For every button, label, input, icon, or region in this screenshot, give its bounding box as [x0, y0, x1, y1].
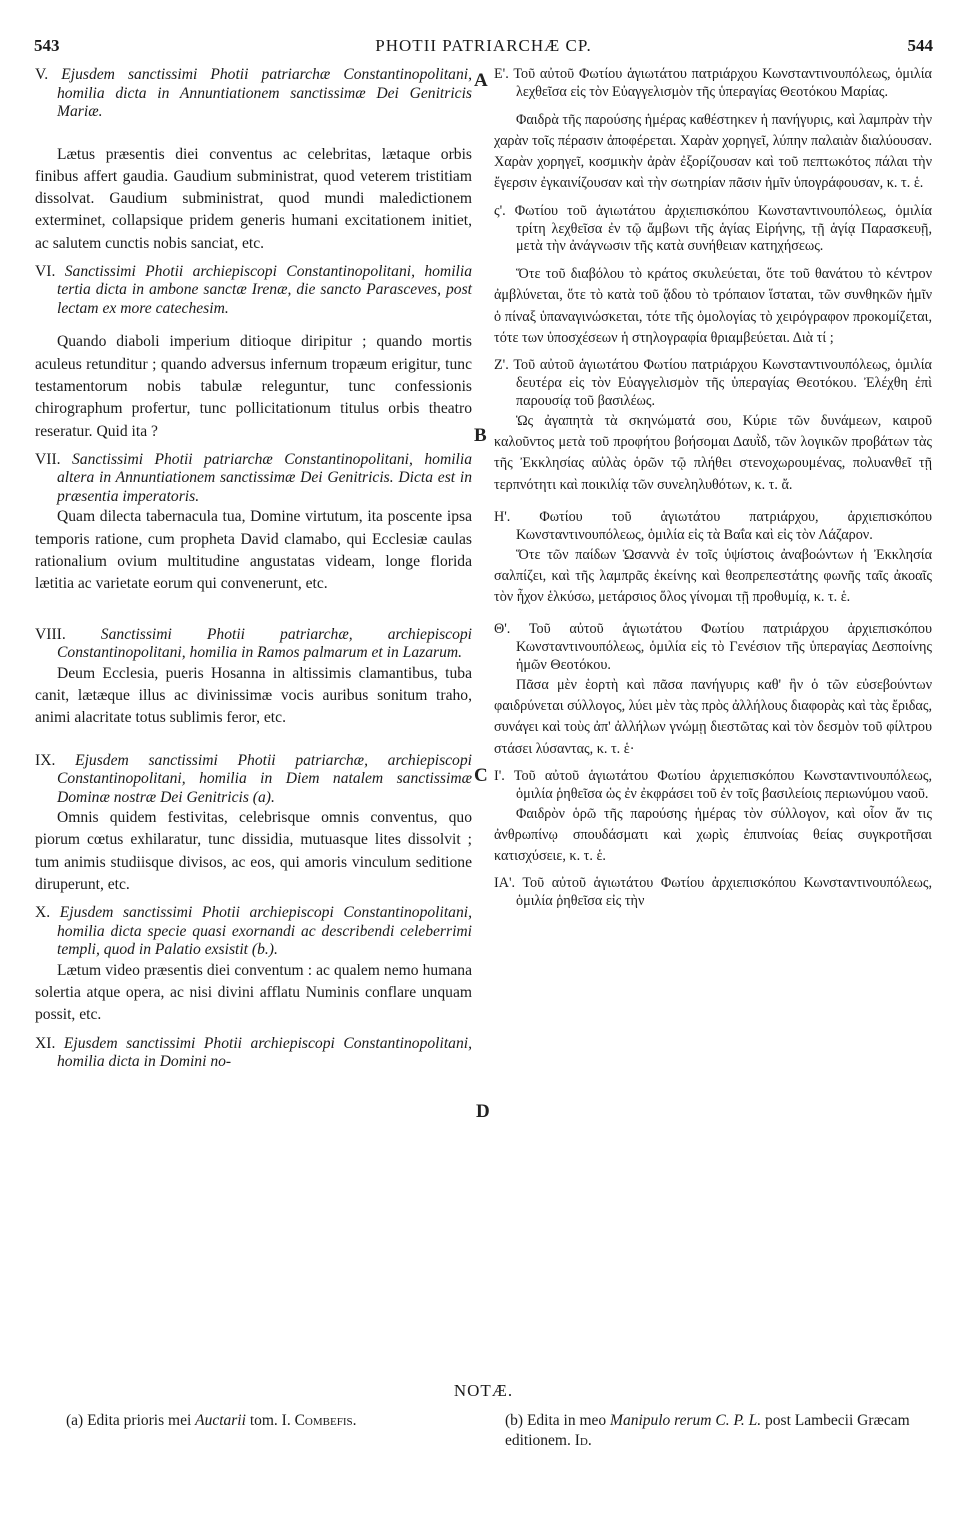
section-text: Φαιδρὸν ὁρῶ τῆς παρούσης ἡμέρας τὸν σύλλογον, καὶ οἷον ἄν τις ἀνθρωπίνῳ σπουδάσματι καὶ χωρὶς ἐπιπνοίας θείας συγκροτῆσαι κατισχύσειε, κ. τ. ἑ. [494, 805, 932, 865]
section-text: Omnis quidem festivitas, celebrisque omnis conventus, quo piorum cœtus exhilaratur, tunc dissidia, mutuasque lites dissolvit ; tum animis studiisque divisos, ac eos, qui amoris vinculum seditione diruperunt, etc. [35, 809, 472, 893]
running-header [34, 36, 933, 60]
footnote-b: (b) Edita in meo Manipulo rerum C. P. L. post Lambecii Græcam editionem. Id. [505, 1412, 910, 1449]
section-text: Quando diaboli imperium ditioque diripitur ; quando mortis aculeus retunditur ; quando adversus infernum tropæum erigitur, tunc testamentorum nobis tabulæ releguntur, tunc confessionis chirographum profertur, tunc pollicitationum titulus orbis theatro reseratur. Quid ita ? [35, 333, 472, 440]
section-heading: Ζ'. Τοῦ αὐτοῦ ἁγιωτάτου Φωτίου πατριάρχου Κωνσταντινουπόλεως, ὁμιλία δευτέρα εἰς τὸν Εὐαγγελισμὸν τῆς ὑπεραγίας Θεοτόκου. Ἐλέχθη ἐπὶ παρουσίᾳ τοῦ βασιλέως. [494, 357, 932, 409]
notes-heading: NOTÆ. [453, 1381, 514, 1400]
section-text: Ὡς ἀγαπητὰ τὰ σκηνώματά σου, Κύριε τῶν δυνάμεων, καιροῦ καλοῦντος μετὰ τοῦ προφήτου βοήσομαι Δαυῒδ, τῶν λογικῶν προβάτων τὰς τῆς Ἐκκλησίας αὐλὰς ὁρῶν τῷ πλήθει στενοχωρουμένας, πολυανθεῖ τῇ τερπνότητι καὶ ποικιλίᾳ τῶν συνεληλυθότων, κ. τ. ἄ. [494, 412, 932, 493]
running-title: PHOTII PATRIARCHÆ CP. [375, 36, 592, 55]
section-text: Ὅτε τοῦ διαβόλου τὸ κράτος σκυλεύεται, ὅτε τοῦ θανάτου τὸ κέντρον ἀμβλύνεται, ὅτε τὸ κατὰ τοῦ ᾅδου τὸ τρόπαιον ἵσταται, τῶν συνθηκῶν ἡμῖν ὁ πίναξ ὑπαναγινώσκεται, τότε τῆς ὁμολογίας τὸ χειρόγραφον προκομίζεται, τότε των ὑποσχέσεων ἡ στηλογραφία θριαμβεύεται. Διὰ τί ; [494, 266, 932, 347]
section-text: Quam dilecta tabernacula tua, Domine virtutum, ita poscente ipsa temporis ratione, cum propheta David clamabo, qui Ecclesiæ caulas rationalium ovium multitudine angustatas videam, longe florida lætitia ac varietate eorum qui convenerunt, etc. [35, 508, 472, 593]
section-heading: ΙΑ'. Τοῦ αὐτοῦ ἁγιωτάτου Φωτίου ἀρχιεπισκόπου Κωνσταντινουπόλεως, ὁμιλία ῥηθεῖσα εἰς τὴν [494, 875, 932, 910]
greek-column [494, 66, 932, 911]
page-number-right: 544 [907, 36, 933, 55]
section-heading: X. Ejusdem sanctissimi Photii archiepiscopi Constantinopolitani, homilia dicta specie quasi exornandi ac describendi celeberrimi templi, quod in Palatio exsistit (b.). [35, 904, 472, 959]
section-text: Lætus præsentis diei conventus ac celebritas, lætaque orbis finibus affert gaudia. Gaudium subministrat, quod veterem tristitiam dissolvat. Gaudium subministrat, quod mundi maledictionem exterminet, collapsique pridem generis humani excitationem initiet, ac salutem cunctis nobis sanciat, etc. [35, 145, 472, 252]
margin-marker-b: B [474, 425, 487, 446]
section-heading: Ι'. Τοῦ αὐτοῦ ἁγιωτάτου Φωτίου ἀρχιεπισκόπου Κωνσταντινουπόλεως, ὁμιλία ῥηθεῖσα ὡς ἐν ἐκφράσει τοῦ ἐν τοῖς βασιλείοις περιωνύμου ναοῦ. [494, 768, 932, 802]
section-text: Ὅτε τῶν παίδων Ὡσαννὰ ἐν τοῖς ὑψίστοις ἀναβοώντων ἡ Ἐκκλησία σαλπίζει, καὶ τῆς λαμπρᾶς ἐκείνης καὶ θεοπρεπεστάτης φωνῆς ταῖς ἀκοαῖς τὸν ἦχον ἑλκύσω, μετάρσιος ὅλος γίνομαι τῇ προθυμίᾳ, κ. τ. ἑ. [494, 546, 932, 606]
section-text: Φαιδρὰ τῆς παρούσης ἡμέρας καθέστηκεν ἡ πανήγυρις, καὶ λαμπρὰν τὴν χαρὰν τοῖς πέρασιν ἀποφέρεται. Χαρὰν χορηγεῖ, λύπην παλαιὰν διαλύουσαν. Χαρὰν χορηγεῖ, κοσμικὴν ἀρὰν ἐξορίζουσαν καὶ τοῦ πεπτωκότος πάλαι τὴν ἔγερσιν ἐγκαινίζουσαν καὶ τὴν σωτηρίαν πᾶσιν ἡμῖν ὑπογράφουσαν, κ. τ. ἑ. [494, 111, 932, 192]
section-text: Πᾶσα μὲν ἑορτὴ καὶ πᾶσα πανήγυρις καθ' ἣν ὁ τῶν εὐσεβούντων φαιδρύνεται σύλλογος, λύει μὲν τὰς πρὸς ἀλλήλους διαφορὰς καὶ τὰς ἔριδας, συνάγει καὶ τοὺς ἀπ' ἀλλήλων γνώμῃ διεστῶτας καὶ τὸν δεσμὸν τοῦ φίλτρου στάσει λύσαντας, κ. τ. ἑ· [494, 676, 932, 757]
section-heading: VI. Sanctissimi Photii archiepiscopi Constantinopolitani, homilia tertia dicta in ambone sanctæ Irenæ, die sancto Parasceves, post lectam ex more catechesim. [35, 262, 472, 317]
section-heading: Θ'. Τοῦ αὐτοῦ ἁγιωτάτου Φωτίου πατριάρχου ἀρχιεπισκόπου Κωνσταντινουπόλεως, ὁμιλία εἰς τὸ Γενέσιον τῆς ὑπεραγίας Δεσποίνης ἡμῶν Θεοτόκου. [494, 621, 932, 674]
section-heading: VIII. Sanctissimi Photii patriarchæ, archiepiscopi Constantinopolitani, homilia in Ramos palmarum et in Lazarum. [35, 625, 472, 662]
margin-marker-c: C [474, 765, 488, 786]
section-heading: Ε'. Τοῦ αὐτοῦ Φωτίου ἁγιωτάτου πατριάρχου Κωνσταντινουπόλεως, ὁμιλία λεχθεῖσα εἰς τὸν Εὐαγγελισμὸν τῆς ὑπεραγίας Θεοτόκου Μαρίας. [494, 66, 932, 100]
section-heading: V. Ejusdem sanctissimi Photii patriarchæ Constantinopolitani, homilia dicta in Annuntiationem sanctissimæ Dei Genitricis Mariæ. [35, 66, 472, 120]
latin-column [35, 66, 472, 1072]
section-text: Deum Ecclesia, pueris Hosanna in altissimis clamantibus, tuba canit, lætæque illus ac divinissimæ vocis auribus sonitum traho, animi alacritate totus sublimis feror, etc. [35, 664, 472, 727]
footnote-mark: (a) [66, 1412, 84, 1429]
margin-marker-d: D [476, 1101, 490, 1122]
section-heading: IX. Ejusdem sanctissimi Photii patriarchæ, archiepiscopi Constantinopolitani, homilia in Diem natalem sanctissimæ Dominæ nostræ Dei Genitricis (a). [35, 751, 472, 806]
margin-marker-a: A [474, 70, 488, 91]
page-number-left: 543 [34, 36, 60, 55]
section-heading: XI. Ejusdem sanctissimi Photii archiepiscopi Constantinopolitani, homilia dicta in Domini no- [35, 1034, 472, 1071]
section-heading: ς'. Φωτίου τοῦ ἁγιωτάτου ἀρχιεπισκόπου Κωνσταντινουπόλεως, ὁμιλία τρίτη λεχθεῖσα ἐν τῷ ἄμβωνι τῆς ἁγίας Εἰρήνης, τῇ ἁγίᾳ Παρασκευῇ, μετὰ τὴν ἀνάγνωσιν τῆς κατὰ συνήθειαν κατηχήσεως. [494, 202, 932, 255]
section-text: Lætum video præsentis diei conventum : ac qualem nemo humana solertia atque opera, ac nisi divini afflatu Numinis conflare unquam possit, etc. [35, 961, 472, 1024]
section-heading: Η'. Φωτίου τοῦ ἁγιωτάτου πατριάρχου, ἀρχιεπισκόπου Κωνσταντινουπόλεως, ὁμιλία εἰς τὰ Βαΐα καὶ εἰς τὸν Λάζαρον. [494, 508, 933, 543]
section-heading: VII. Sanctissimi Photii patriarchæ Constantinopolitani, homilia altera in Annuntiationem sanctissimæ Dei Genitricis. Dicta est in præsentia imperatoris. [35, 450, 472, 505]
footnote-mark: (b) [505, 1412, 524, 1429]
footnote-a: (a) Edita prioris mei Auctarii tom. I. Combefis. [66, 1412, 357, 1429]
